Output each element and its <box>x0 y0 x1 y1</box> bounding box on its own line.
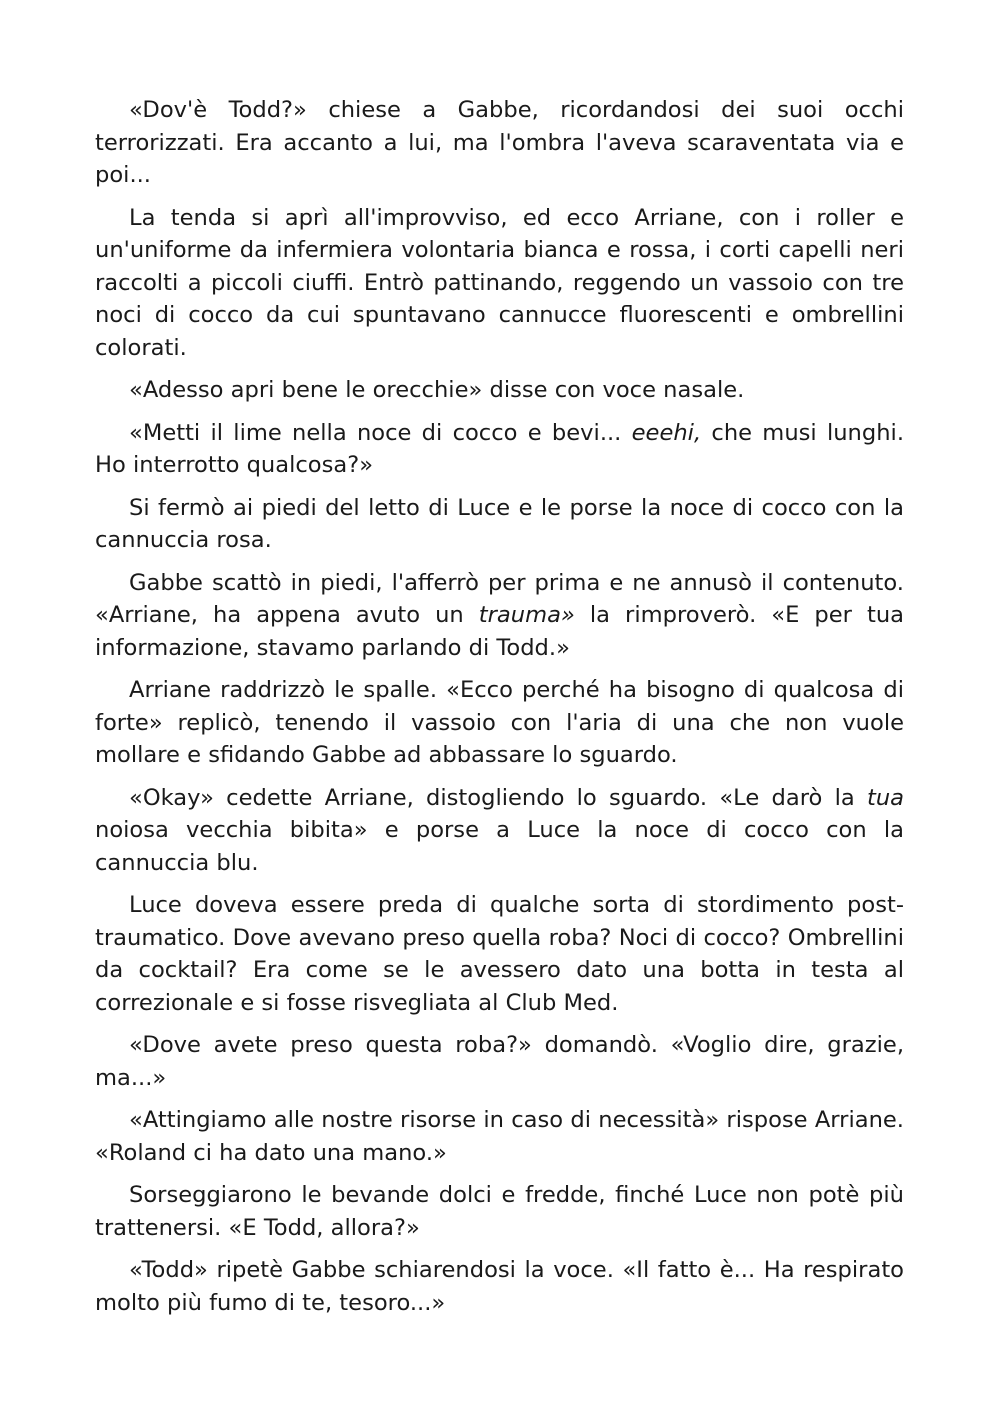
paragraph-5 <box>95 492 904 557</box>
italic-text-run: eeehi, <box>631 419 702 446</box>
paragraph-11 <box>95 1104 904 1169</box>
text-run: «Adesso apri bene le orecchie» disse con voce nasale. <box>129 377 745 403</box>
paragraph-13 <box>95 1254 904 1319</box>
paragraph-7 <box>95 674 904 772</box>
text-run: Arriane raddrizzò le spalle. «Ecco perché ha bisogno di qualcosa di forte» replicò, tenendo il vassoio con l'aria di una che non vuole mollare e sfidando Gabbe ad abbassare lo sguardo. <box>95 677 904 768</box>
text-run: La tenda si aprì all'improvviso, ed ecco Arriane, con i roller e un'uniforme da infermiera volontaria bianca e rossa, i corti capelli neri raccolti a piccoli ciuffi. Entrò pattinando, reggendo un vassoio con tre noci di cocco da cui spuntavano cannucce fluorescenti e ombrellini colorati. <box>95 204 904 361</box>
text-run: Sorseggiarono le bevande dolci e fredde, finché Luce non potè più trattenersi. «E Todd, allora?» <box>95 1182 904 1241</box>
paragraph-6 <box>95 567 904 665</box>
paragraph-10 <box>95 1029 904 1094</box>
paragraph-4 <box>95 417 904 482</box>
italic-text-run: trauma» <box>478 602 575 628</box>
italic-text-run: tua <box>866 784 904 811</box>
text-run: noiosa vecchia bibita» e porse a Luce la noce di cocco con la cannuccia blu. <box>95 817 904 876</box>
text-run: «Todd» ripetè Gabbe schiarendosi la voce. «Il fatto è... Ha respirato molto più fumo di te, tesoro...» <box>95 1257 904 1316</box>
paragraph-12 <box>95 1179 904 1244</box>
paragraph-8 <box>95 782 904 880</box>
text-run: «Dov'è Todd?» chiese a Gabbe, ricordandosi dei suoi occhi terrorizzati. Era accanto a lui, ma l'ombra l'aveva scaraventata via e poi... <box>95 97 904 188</box>
page-body <box>95 94 904 1329</box>
text-run: «Metti il lime nella noce di cocco e bevi... <box>129 419 632 446</box>
text-run: «Attingiamo alle nostre risorse in caso di necessità» rispose Arriane. «Roland ci ha dato una mano.» <box>95 1107 904 1166</box>
paragraph-1 <box>95 94 904 192</box>
text-run: Gabbe scattò in piedi, l'afferrò per prima e ne annusò il contenuto. «Arriane, ha appena avuto un <box>95 569 904 628</box>
text-run: Luce doveva essere preda di qualche sorta di stordimento post-traumatico. Dove avevano preso quella roba? Noci di cocco? Ombrellini da cocktail? Era come se le avessero dato una botta in testa al correzionale e si fosse risvegliata al Club Med. <box>95 892 904 1016</box>
paragraph-2 <box>95 202 904 365</box>
text-run: che musi lunghi. Ho interrotto qualcosa?» <box>95 419 904 478</box>
text-run: «Dove avete preso questa roba?» domandò. «Voglio dire, grazie, ma...» <box>95 1032 904 1091</box>
text-run: la rimproverò. «E per tua informazione, stavamo parlando di Todd.» <box>95 602 904 661</box>
text-run: Si fermò ai piedi del letto di Luce e le porse la noce di cocco con la cannuccia rosa. <box>95 494 904 553</box>
text-run: «Okay» cedette Arriane, distogliendo lo sguardo. «Le darò la <box>129 784 867 811</box>
paragraph-3 <box>95 374 904 407</box>
paragraph-9 <box>95 889 904 1019</box>
